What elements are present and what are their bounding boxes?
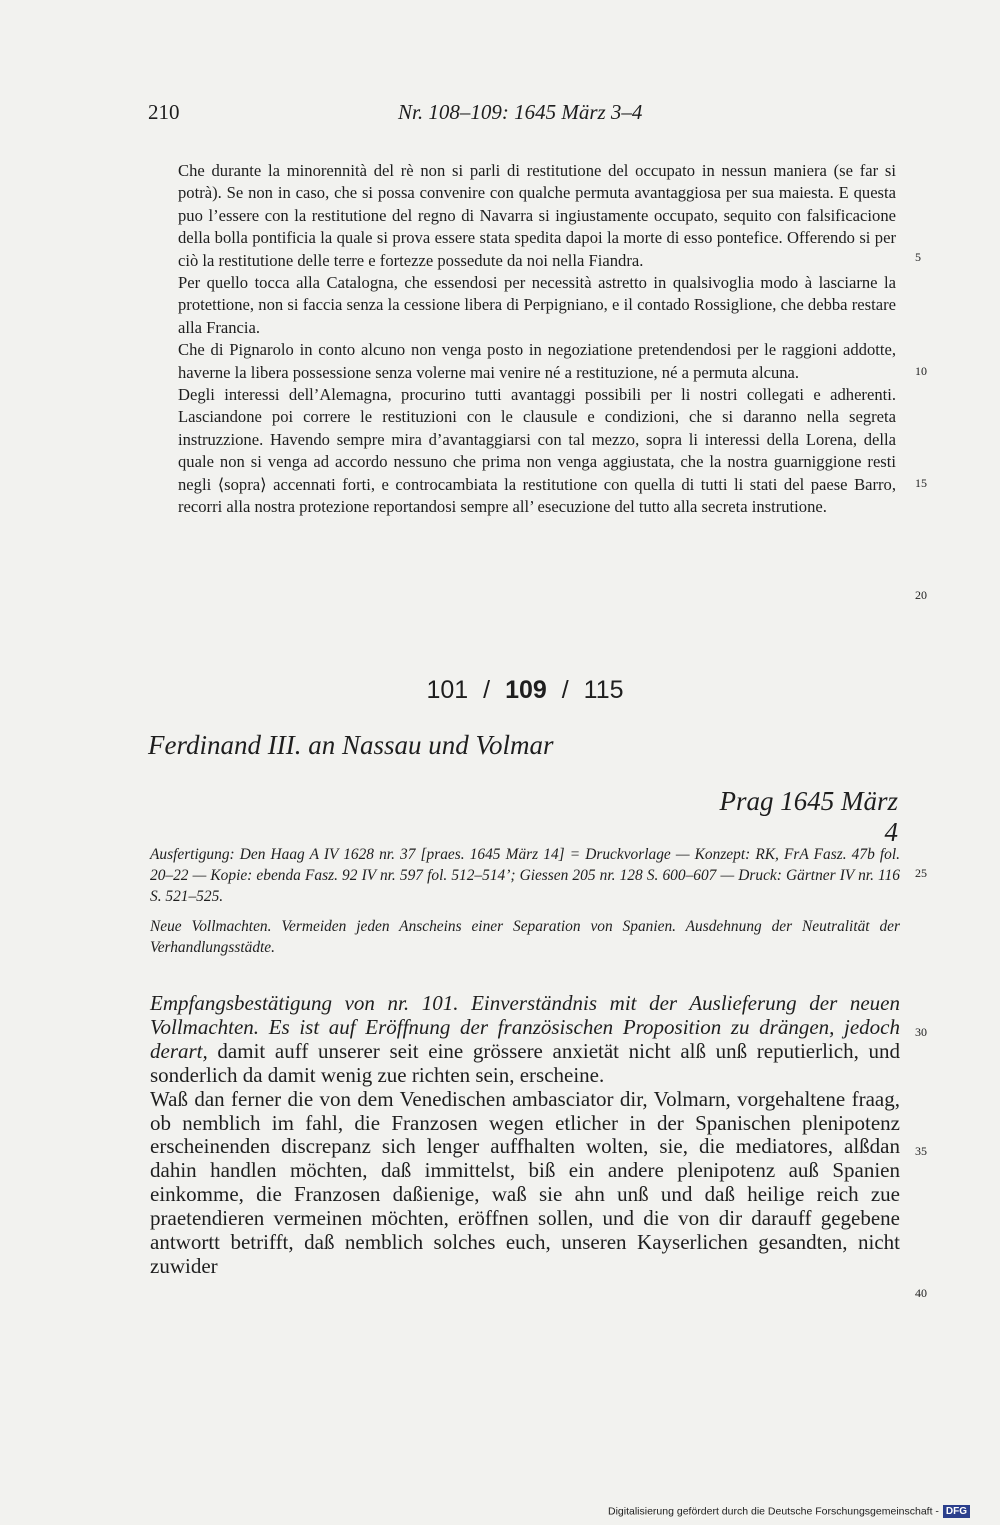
line-number: 30 [915, 1025, 927, 1039]
document-summary [150, 916, 900, 958]
document-body [150, 992, 900, 1279]
page-header [148, 100, 918, 132]
line-number: 25 [915, 866, 927, 880]
italian-text-block [178, 160, 896, 519]
italian-paragraph: Per quello tocca alla Catalogna, che essendosi per necessità astretto in qualsivoglia modo à lasciarne la protettione, non si faccia senza la cessione libera di Perpigniano, e il contado Rossiglione, che debba restare alla Francia. [178, 273, 896, 337]
body-paragraph [150, 992, 900, 1088]
line-number: 15 [915, 476, 927, 490]
source-citation [150, 844, 900, 907]
document-place-date: Prag 1645 März 4 [719, 786, 898, 847]
line-number: 35 [915, 1144, 927, 1158]
body-paragraph: Waß dan ferner die von dem Venedischen ambasciator dir, Volmarn, vorgehaltene fraag, ob nemblich im fahl, die Franzosen wegen etlicher in der Spanischen plenipotenz erscheinenden discrepanz sich lenger auffhalten wolten, sie, die mediatores, alßdan dahin handlen möchten, daß immittelst, biß ein andere plenipotenz auß Spanien einkomme, die Franzosen daßienige, waß sie ahn unß und daß heilige reich zue praetendieren vermeinen möchten, eröffnen sollen, und die von dir darauff gegebene antwortt betrifft, daß nemblich solches euch, unseren Kayserlichen gesandten, nicht zuwider [150, 1086, 900, 1278]
line-number: 10 [915, 364, 927, 378]
italian-paragraph: Degli interessi dell’Alemagna, procurino tutti avantaggi possibili per li nostri collegati e adherenti. Lasciandone poi correre le restituzioni con le clausule e condizioni, che si daranno nella segreta instruzzione. Havendo sempre mira d’avantaggiarsi con tal mezzo, sopra li interessi della Lorena, della quale non si venga ad accordo nessuno che prima non venga aggiustata, che la nostra guarniggione resti negli ⟨sopra⟩ accennati forti, e controcambiata la restitutione con quella di tutti li stati del paese Barro, recorri alla nostra protezione reportandosi sempre all’ esecuzione del tutto alla secreta instrutione. [178, 385, 896, 517]
running-title: Nr. 108–109: 1645 März 3–4 [398, 100, 643, 124]
body-intro-italic: Empfangsbestätigung von nr. 101. Einverständnis mit der Auslieferung der neuen Vollmachten. Es ist auf Eröffnung der französischen Proposition zu drängen, jedoch derart, [150, 991, 900, 1063]
nav-separator: / [561, 676, 569, 704]
prev-document-link[interactable]: 101 [426, 676, 469, 704]
page-number: 210 [148, 100, 180, 124]
footer-credit [608, 1505, 970, 1518]
source-citation-text: Ausfertigung: Den Haag A IV 1628 nr. 37 [praes. 1645 März 14] = Druckvorlage — Konzept: RK, FrA Fasz. 47b fol. 20–22 — Kopie: ebenda Fasz. 92 IV nr. 597 fol. 512–514’; Giessen 205 nr. 128 S. 600–607 — Druck: Gärtner IV nr. 116 S. 521–525. [150, 846, 900, 905]
italian-paragraph: Che durante la minorennità del rè non si parli di restitutione del occupato in nessun maniera (se far si potrà). Se non in caso, che si possa convenire con qualche permuta avantaggiosa per sua maiesta. E questa puo l’essere con la restitutione del regno di Navarra si ingiustamente occupato, sequito con falsificacione della bolla pontificia la quale si prova essere stata spedita dapoi la morte di esso pontefice. Offerendo si per ciò la restitutione delle terre e fortezze possedute da noi nella Fiandra. [178, 161, 896, 270]
footer-text: Digitalisierung gefördert durch die Deutsche Forschungsgemeinschaft - [608, 1505, 939, 1518]
document-navigation [0, 676, 1000, 705]
dfg-logo: DFG [943, 1505, 970, 1518]
line-number: 20 [915, 588, 927, 602]
line-number: 5 [915, 250, 921, 264]
document-summary-text: Neue Vollmachten. Vermeiden jeden Anscheins einer Separation von Spanien. Ausdehnung der Neutralität der Verhandlungsstädte. [150, 918, 900, 956]
body-intro-text: damit auff unserer seit eine grössere anxietät nicht alß unß reputierlich, und sonderlich da damit wenig zue richten sein, erscheine. [150, 1038, 900, 1087]
line-number: 40 [915, 1286, 927, 1300]
next-document-link[interactable]: 115 [583, 676, 624, 704]
current-document-number: 109 [505, 676, 547, 704]
document-title: Ferdinand III. an Nassau und Volmar [148, 730, 554, 760]
italian-paragraph: Che di Pignarolo in conto alcuno non venga posto in negoziatione pretendendosi per le raggioni addotte, haverne la libera possessione senza volerne mai venire né a restituzione, né a permuta alcuna. [178, 340, 896, 382]
nav-separator: / [483, 676, 491, 704]
